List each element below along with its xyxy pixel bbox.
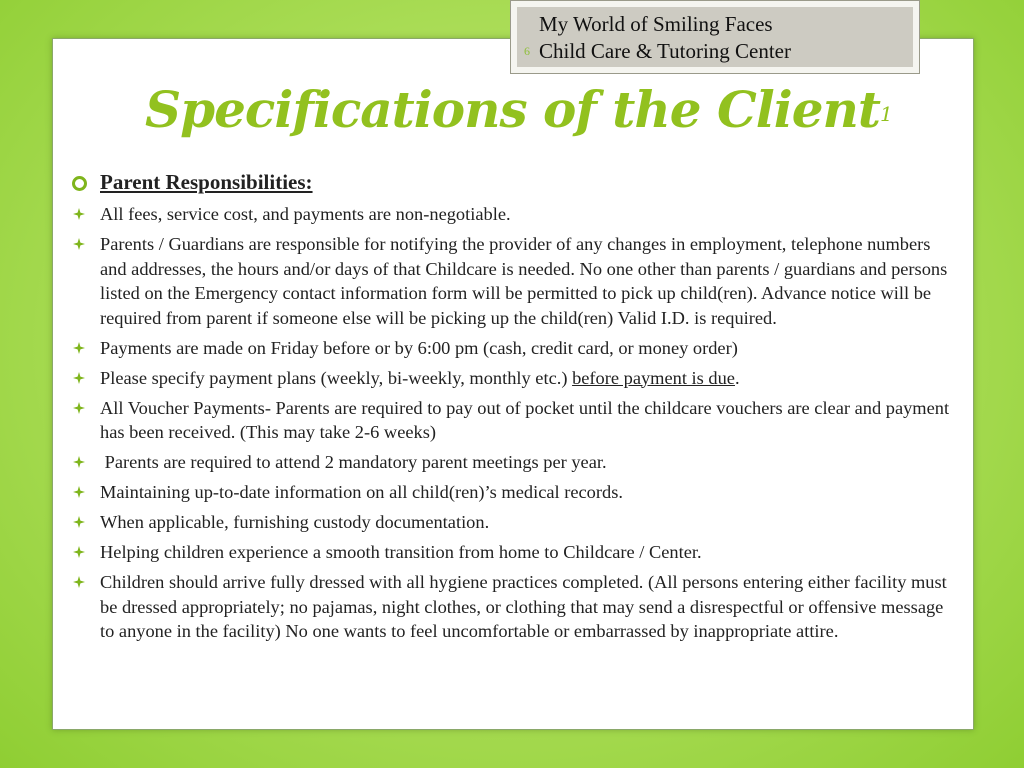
header-line-1: My World of Smiling Faces [539,12,773,36]
list-item-text: Parents are required to attend 2 mandatory parent meetings per year. [100,452,607,472]
list-item-text: Payments are made on Friday before or by 6:00 pm (cash, credit card, or money order) [100,337,738,358]
list-item [70,480,960,505]
slide-number: 6 [524,44,530,58]
list-item-text: Please specify payment plans (weekly, bi-weekly, monthly etc.) [100,367,573,388]
list-item-text: Children should arrive fully dressed with all hygiene practices completed. (All persons entering either facility must be dressed appropriately; no pajamas, night clothes, or clothing that may send a disrespectful or offensive message to anyone in the facility) No one wants to feel uncomfortable or embarrassed by inappropriate attire. [100,572,947,641]
list-item-text: Maintaining up-to-date information on all child(ren)’s medical records. [100,482,623,502]
diamond-bullet-icon [73,372,85,384]
slide-title-text: Specifications of the Client [145,80,880,139]
list-item [70,336,960,361]
content-list [70,166,960,649]
section-heading: Parent Responsibilities: [100,170,313,194]
diamond-bullet-icon [73,402,85,414]
list-item [70,396,960,445]
diamond-bullet-icon [73,342,85,354]
diamond-bullet-icon [73,238,85,250]
header-line-2: Child Care & Tutoring Center [539,39,791,63]
diamond-bullet-icon [73,208,85,220]
list-item [70,366,960,391]
list-item [70,540,960,565]
header-inner [517,7,913,67]
list-item-text: Parents / Guardians are responsible for notifying the provider of any changes in employment, telephone numbers and addresses, the hours and/or days of that Childcare is needed. No one other than parents / guardians and persons listed on the Emergency contact information form will be permitted to pick up child(ren). Advance notice will be required from parent if someone else will be picking up the child(ren) Valid I.D. is required. [100,234,948,328]
list-item [70,570,960,644]
header-box [510,0,920,74]
before-payment-due-text: before payment is due [572,367,735,388]
slide-title [145,80,892,139]
diamond-bullet-icon [73,486,85,498]
list-item [70,450,960,475]
title-superscript: 1 [880,102,892,126]
diamond-bullet-icon [73,456,85,468]
list-item-suffix: . [734,367,740,388]
diamond-bullet-icon [73,546,85,558]
list-item-text: Helping children experience a smooth transition from home to Childcare / Center. [100,542,702,562]
diamond-bullet-icon [73,576,85,588]
list-item [70,510,960,535]
list-item-text: All fees, service cost, and payments are non-negotiable. [100,204,511,224]
list-item [70,202,960,227]
list-item [70,232,960,330]
list-item-text: When applicable, furnishing custody documentation. [100,512,490,532]
circle-bullet-icon [72,176,87,191]
list-item-text: All Voucher Payments- Parents are required to pay out of pocket until the childcare vouchers are clear and payment has been received. (This may take 2-6 weeks) [100,397,950,442]
diamond-bullet-icon [73,516,85,528]
section-heading-item [70,166,960,198]
